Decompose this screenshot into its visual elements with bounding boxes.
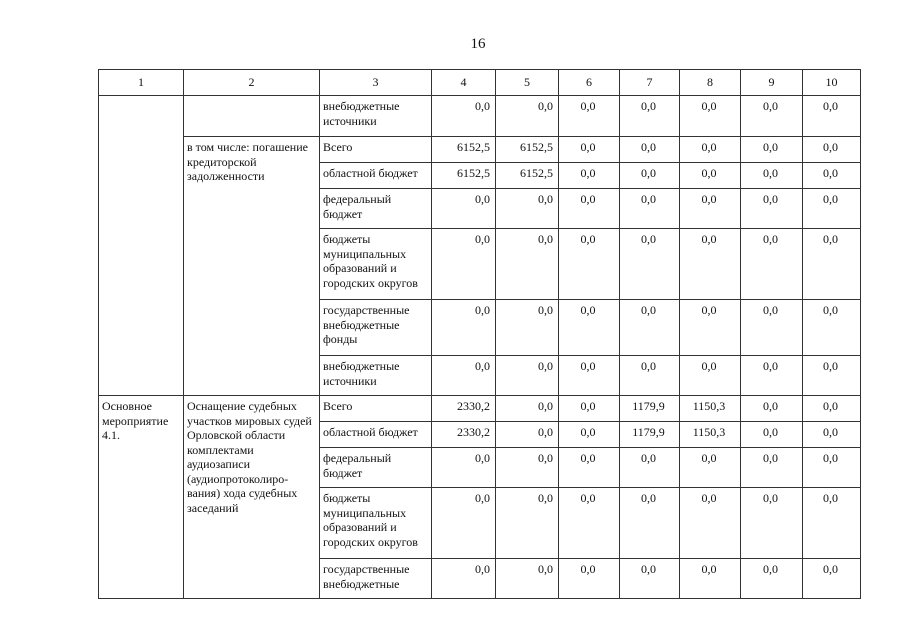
value-cell: 0,0 xyxy=(620,356,680,396)
value-cell: 0,0 xyxy=(559,356,620,396)
value-cell: 0,0 xyxy=(559,163,620,189)
value-cell: 6152,5 xyxy=(432,163,496,189)
value-cell: 0,0 xyxy=(680,559,741,599)
page-number: 16 xyxy=(470,36,486,52)
value-cell: 0,0 xyxy=(741,189,803,229)
value-cell: 0,0 xyxy=(559,137,620,163)
value-cell: 0,0 xyxy=(803,229,861,300)
source-cell: бюджеты муниципальных образований и городских округов xyxy=(320,229,432,300)
value-cell: 0,0 xyxy=(680,448,741,488)
value-cell: 0,0 xyxy=(741,396,803,422)
value-cell: 0,0 xyxy=(620,163,680,189)
value-cell: 0,0 xyxy=(432,96,496,137)
source-cell: внебюджетные источники xyxy=(320,96,432,137)
value-cell: 1150,3 xyxy=(680,422,741,448)
value-cell: 0,0 xyxy=(496,96,559,137)
value-cell: 0,0 xyxy=(496,189,559,229)
value-cell: 0,0 xyxy=(559,300,620,356)
value-cell: 0,0 xyxy=(803,396,861,422)
value-cell: 0,0 xyxy=(620,488,680,559)
source-cell: федеральный бюджет xyxy=(320,189,432,229)
value-cell: 2330,2 xyxy=(432,396,496,422)
value-cell: 0,0 xyxy=(741,163,803,189)
value-cell: 0,0 xyxy=(559,396,620,422)
value-cell: 0,0 xyxy=(803,422,861,448)
value-cell: 0,0 xyxy=(680,356,741,396)
value-cell: 0,0 xyxy=(803,137,861,163)
value-cell: 0,0 xyxy=(496,448,559,488)
header-cell: 3 xyxy=(320,70,432,96)
value-cell: 0,0 xyxy=(559,559,620,599)
value-cell: 0,0 xyxy=(741,96,803,137)
value-cell: 0,0 xyxy=(432,300,496,356)
value-cell: 0,0 xyxy=(432,229,496,300)
table-row xyxy=(99,96,861,137)
value-cell: 0,0 xyxy=(432,559,496,599)
value-cell: 0,0 xyxy=(741,229,803,300)
source-cell: бюджеты муниципальных образований и городских округов xyxy=(320,488,432,559)
source-cell: федеральный бюджет xyxy=(320,448,432,488)
value-cell: 0,0 xyxy=(620,189,680,229)
value-cell: 0,0 xyxy=(803,300,861,356)
value-cell: 0,0 xyxy=(432,488,496,559)
value-cell: 0,0 xyxy=(680,137,741,163)
value-cell: 6152,5 xyxy=(496,137,559,163)
value-cell: 0,0 xyxy=(620,96,680,137)
value-cell: 0,0 xyxy=(559,189,620,229)
value-cell: 1179,9 xyxy=(620,396,680,422)
value-cell: 0,0 xyxy=(496,229,559,300)
source-cell: государственные внебюджетные xyxy=(320,559,432,599)
value-cell: 0,0 xyxy=(741,559,803,599)
source-cell: Всего xyxy=(320,396,432,422)
header-cell: 4 xyxy=(432,70,496,96)
value-cell: 0,0 xyxy=(559,422,620,448)
value-cell: 0,0 xyxy=(620,448,680,488)
header-cell: 8 xyxy=(680,70,741,96)
header-cell: 5 xyxy=(496,70,559,96)
name-cell xyxy=(184,96,320,137)
source-cell: областной бюджет xyxy=(320,163,432,189)
value-cell: 0,0 xyxy=(620,229,680,300)
header-cell: 6 xyxy=(559,70,620,96)
source-cell: внебюджетные источники xyxy=(320,356,432,396)
value-cell: 0,0 xyxy=(803,96,861,137)
value-cell: 0,0 xyxy=(620,300,680,356)
header-row xyxy=(99,70,861,96)
value-cell: 0,0 xyxy=(680,229,741,300)
value-cell: 0,0 xyxy=(803,356,861,396)
header-cell: 10 xyxy=(803,70,861,96)
value-cell: 0,0 xyxy=(559,448,620,488)
budget-table xyxy=(98,69,861,599)
header-cell: 9 xyxy=(741,70,803,96)
value-cell: 0,0 xyxy=(680,96,741,137)
value-cell: 0,0 xyxy=(496,356,559,396)
value-cell: 0,0 xyxy=(559,488,620,559)
value-cell: 6152,5 xyxy=(432,137,496,163)
value-cell: 0,0 xyxy=(680,488,741,559)
value-cell: 0,0 xyxy=(496,396,559,422)
value-cell: 0,0 xyxy=(496,559,559,599)
value-cell: 0,0 xyxy=(680,300,741,356)
value-cell: 0,0 xyxy=(432,356,496,396)
value-cell: 0,0 xyxy=(559,96,620,137)
value-cell: 6152,5 xyxy=(496,163,559,189)
value-cell: 0,0 xyxy=(559,229,620,300)
value-cell: 0,0 xyxy=(741,300,803,356)
value-cell: 0,0 xyxy=(432,189,496,229)
value-cell: 0,0 xyxy=(803,488,861,559)
name-cell: Оснащение судебных участков мировых судей Орловской области комплектами аудиозаписи (аудиопротоколиро-вания) хода судебных заседаний xyxy=(184,396,320,599)
activity-cell xyxy=(99,96,184,396)
value-cell: 0,0 xyxy=(741,137,803,163)
header-cell: 1 xyxy=(99,70,184,96)
value-cell: 0,0 xyxy=(803,559,861,599)
value-cell: 0,0 xyxy=(741,422,803,448)
value-cell: 0,0 xyxy=(803,189,861,229)
value-cell: 2330,2 xyxy=(432,422,496,448)
value-cell: 0,0 xyxy=(496,300,559,356)
value-cell: 0,0 xyxy=(620,137,680,163)
value-cell: 0,0 xyxy=(741,356,803,396)
value-cell: 0,0 xyxy=(680,163,741,189)
source-cell: государственные внебюджетные фонды xyxy=(320,300,432,356)
value-cell: 0,0 xyxy=(680,189,741,229)
value-cell: 0,0 xyxy=(741,488,803,559)
value-cell: 0,0 xyxy=(620,559,680,599)
value-cell: 0,0 xyxy=(432,448,496,488)
header-cell: 7 xyxy=(620,70,680,96)
value-cell: 1179,9 xyxy=(620,422,680,448)
source-cell: Всего xyxy=(320,137,432,163)
value-cell: 1150,3 xyxy=(680,396,741,422)
table-row xyxy=(99,396,861,422)
source-cell: областной бюджет xyxy=(320,422,432,448)
value-cell: 0,0 xyxy=(496,422,559,448)
table-row xyxy=(99,137,861,163)
value-cell: 0,0 xyxy=(803,448,861,488)
value-cell: 0,0 xyxy=(803,163,861,189)
name-cell: в том числе: погашение кредиторской задолженности xyxy=(184,137,320,396)
activity-cell: Основное мероприятие 4.1. xyxy=(99,396,184,599)
value-cell: 0,0 xyxy=(496,488,559,559)
value-cell: 0,0 xyxy=(741,448,803,488)
header-cell: 2 xyxy=(184,70,320,96)
